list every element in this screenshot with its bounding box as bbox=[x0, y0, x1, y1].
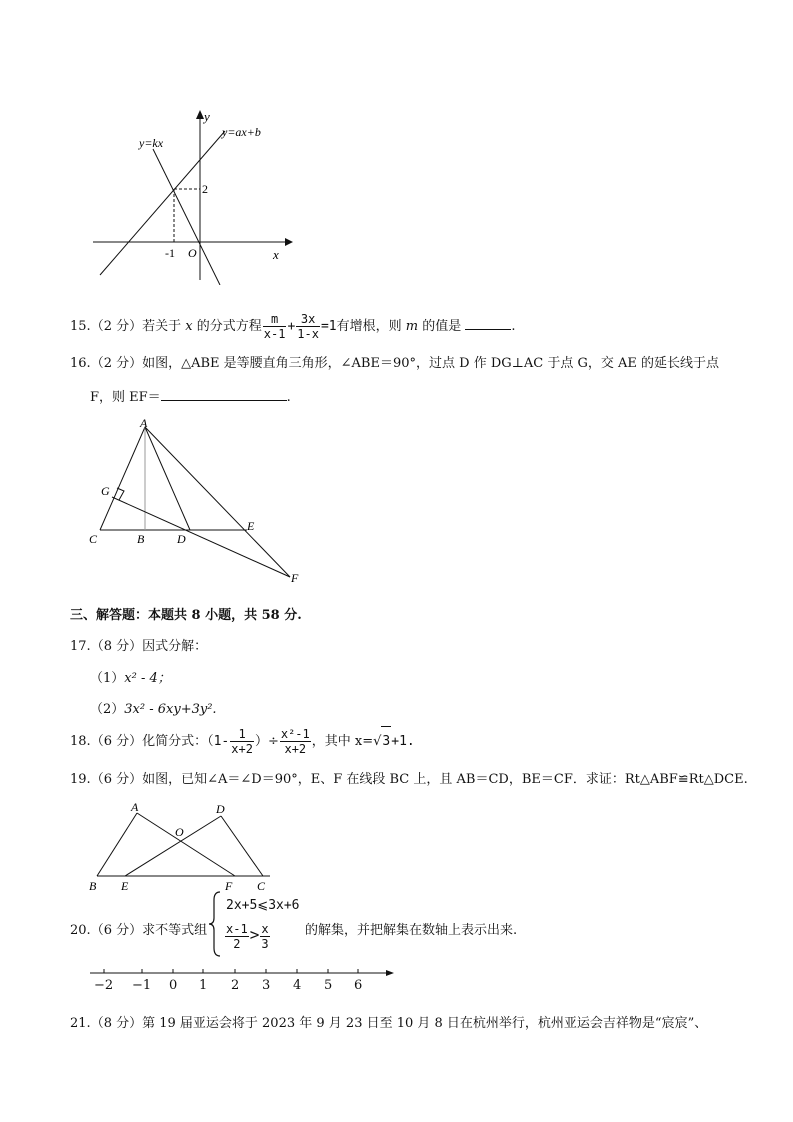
tick-label: 5 bbox=[324, 978, 333, 993]
q18-sqrt-radicand: 3 bbox=[381, 726, 391, 757]
label-y-axis: y bbox=[204, 109, 210, 124]
question-points: （6 分） bbox=[90, 734, 143, 749]
fraction-denominator: 2 bbox=[233, 937, 241, 951]
point-E: E bbox=[121, 879, 129, 893]
question-points: （6 分） bbox=[90, 772, 143, 787]
label-x-axis: x bbox=[273, 247, 279, 262]
q16-period: . bbox=[286, 390, 291, 405]
tick-label: 0 bbox=[169, 978, 178, 993]
segment-AC bbox=[100, 427, 145, 530]
point-C: C bbox=[257, 879, 266, 893]
q15-plus: + bbox=[287, 319, 296, 334]
question-points: （2 分） bbox=[90, 319, 143, 334]
point-A: A bbox=[140, 416, 148, 430]
question-number: 21. bbox=[70, 1016, 91, 1031]
number-line-axis bbox=[88, 965, 398, 979]
question-points: （8 分） bbox=[90, 639, 143, 654]
fraction-denominator: x+2 bbox=[231, 742, 253, 756]
sqrt-icon: √ bbox=[373, 734, 382, 749]
line-ax-plus-b bbox=[100, 131, 225, 275]
question-number: 18. bbox=[70, 734, 91, 749]
point-F: F bbox=[225, 879, 233, 893]
question-20-prefix bbox=[70, 919, 207, 938]
section-3-title: 三、解答题：本题共 8 小题，共 58 分. bbox=[70, 608, 302, 623]
question-number: 19. bbox=[70, 772, 91, 787]
question-16-line-1 bbox=[70, 352, 719, 371]
q18-fraction-2 bbox=[280, 727, 311, 756]
fraction-numerator: x bbox=[261, 922, 269, 936]
question-points: （2 分） bbox=[90, 356, 143, 371]
question-17 bbox=[70, 635, 207, 654]
question-15 bbox=[70, 312, 516, 342]
question-points: （8 分） bbox=[90, 1016, 143, 1031]
y-axis-arrow bbox=[196, 110, 204, 119]
fraction-numerator: x²-1 bbox=[280, 727, 310, 741]
q15-text-end: 的值是 bbox=[422, 319, 462, 334]
question-number: 16. bbox=[70, 356, 91, 371]
point-B: B bbox=[89, 879, 97, 893]
segment-AB bbox=[97, 813, 137, 876]
segment-DE bbox=[125, 816, 221, 876]
question-number: 15. bbox=[70, 319, 91, 334]
label-line-kx: y=kx bbox=[139, 136, 164, 150]
q15-var-x: x bbox=[185, 319, 193, 334]
q19-text: 如图，已知∠A＝∠D＝90°，E、F 在线段 BC 上，且 AB＝CD，BE＝CF．求证：Rt△ABF≌Rt△DCE. bbox=[142, 772, 748, 787]
fraction-numerator: 1 bbox=[230, 727, 254, 742]
x-axis-arrow bbox=[285, 238, 293, 246]
tick-label: 4 bbox=[293, 978, 302, 993]
q15-text-before: 若关于 bbox=[142, 319, 182, 334]
part-label: （1） bbox=[90, 671, 125, 686]
point-B: B bbox=[137, 532, 145, 546]
q15-text-after: 有增根，则 bbox=[336, 319, 402, 334]
point-D: D bbox=[177, 532, 186, 546]
q20-brace bbox=[208, 890, 222, 960]
q15-fraction-1 bbox=[263, 312, 287, 341]
figure-linear-functions-graph bbox=[85, 105, 300, 285]
q18-close-div: ）÷ bbox=[254, 734, 279, 749]
q17-text: 因式分解： bbox=[142, 639, 208, 654]
label-line-ax-b: y=ax+b bbox=[222, 125, 261, 139]
point-C: C bbox=[89, 532, 98, 546]
point-D: D bbox=[216, 802, 225, 816]
point-O: O bbox=[175, 825, 184, 839]
q17-part1-expr: x² - 4； bbox=[124, 671, 171, 686]
question-16-line-2 bbox=[90, 386, 291, 405]
question-points: （6 分） bbox=[90, 923, 143, 938]
segment-AF bbox=[145, 427, 290, 577]
q20-text-after: 的解集，并把解集在数轴上表示出来. bbox=[305, 923, 518, 938]
q16-answer-blank[interactable] bbox=[161, 400, 287, 401]
tick-label: 2 bbox=[231, 978, 240, 993]
tick-label: −1 bbox=[132, 978, 152, 993]
number-line[interactable] bbox=[88, 965, 398, 995]
q21-text: 第 19 届亚运会将于 2023 年 9 月 23 日至 10 月 8 日在杭州举行，杭州亚运会吉祥物是“宸宸”、 bbox=[142, 1016, 708, 1031]
segment-AF bbox=[137, 813, 235, 876]
segment-DC bbox=[221, 816, 263, 876]
question-18 bbox=[70, 726, 415, 757]
point-F: F bbox=[291, 571, 299, 585]
fraction-numerator: x-1 bbox=[226, 922, 248, 936]
tick-label: −2 bbox=[94, 978, 114, 993]
fraction-denominator: 1-x bbox=[297, 327, 319, 341]
tick-label: 3 bbox=[262, 978, 271, 993]
q18-fraction-1 bbox=[230, 727, 254, 756]
question-number: 20. bbox=[70, 923, 91, 938]
fraction-denominator: x+2 bbox=[284, 742, 307, 756]
q17-part-2 bbox=[90, 698, 217, 717]
fraction-numerator: 3x bbox=[296, 312, 320, 327]
q18-where: ，其中 x= bbox=[311, 734, 374, 749]
fraction-denominator: x-1 bbox=[263, 327, 286, 341]
q16-text-line2: F，则 EF＝ bbox=[90, 390, 161, 405]
q18-tail: +1. bbox=[391, 734, 415, 749]
q20-fraction-b bbox=[260, 922, 269, 951]
q17-part-1 bbox=[90, 667, 171, 686]
left-brace-icon bbox=[208, 890, 222, 958]
q20-text-before: 求不等式组 bbox=[142, 923, 208, 938]
question-21 bbox=[70, 1012, 707, 1031]
fraction-numerator: m bbox=[263, 312, 287, 327]
tick-label: 1 bbox=[199, 978, 208, 993]
question-19 bbox=[70, 768, 748, 787]
q15-equals: =1 bbox=[320, 319, 337, 334]
point-A: A bbox=[131, 800, 139, 814]
line-kx bbox=[153, 149, 220, 285]
point-E: E bbox=[247, 519, 255, 533]
q17-part2-expr: 3x² - 6xy+3y². bbox=[124, 702, 217, 717]
part-label: （2） bbox=[90, 702, 125, 717]
q16-text-line1: 如图，△ABE 是等腰直角三角形，∠ABE＝90°，过点 D 作 DG⊥AC 于点 G，交 AE 的延长线于点 bbox=[142, 356, 720, 371]
fraction-denominator: 3 bbox=[261, 937, 269, 951]
tick-label-x: -1 bbox=[165, 246, 175, 260]
q20-inequality-1: 2x+5⩽3x+6 bbox=[226, 898, 300, 913]
q18-open: （1- bbox=[207, 734, 230, 749]
figure-two-right-triangles bbox=[85, 798, 285, 893]
q20-inequality-2 bbox=[224, 922, 271, 951]
question-number: 17. bbox=[70, 639, 91, 654]
q20-gt: > bbox=[249, 925, 260, 944]
q18-text: 化简分式： bbox=[142, 734, 208, 749]
q15-fraction-2 bbox=[296, 312, 320, 341]
tick-label: 6 bbox=[354, 978, 363, 993]
tick-label-y: 2 bbox=[202, 182, 208, 196]
q15-answer-blank[interactable] bbox=[465, 329, 511, 330]
q15-text-mid: 的分式方程 bbox=[196, 319, 262, 334]
label-origin: O bbox=[188, 246, 197, 260]
q20-fraction-a bbox=[225, 922, 249, 951]
q15-var-m: m bbox=[405, 319, 419, 334]
figure-isosceles-right-triangle bbox=[85, 415, 310, 590]
point-G: G bbox=[101, 484, 110, 498]
q15-period: . bbox=[511, 319, 516, 334]
